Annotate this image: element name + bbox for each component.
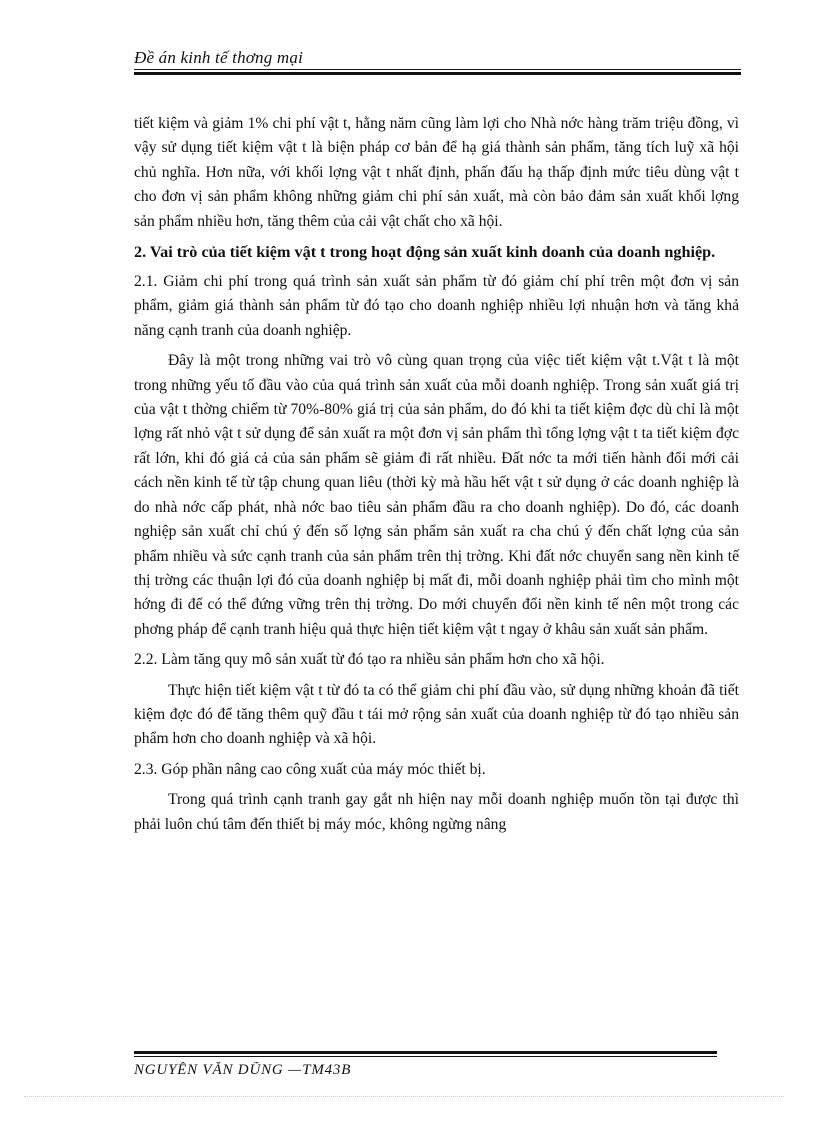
paragraph-2-2-body: Thực hiện tiết kiệm vật t từ đó ta có thể giảm chi phí đầu vào, sử dụng những khoản đã tiết kiệm đợc đó để tăng thêm quỹ đầu t tái mở rộng sản xuất của doanh nghiệp từ đó tạo nhiều sản phẩm hơn cho doanh nghiệp và xã hội. (134, 681, 739, 748)
section-heading: 2. Vai trò của tiết kiệm vật t trong hoạt động sản xuất kinh doanh của doanh nghiệp. (134, 243, 716, 262)
header-rule-thin (134, 69, 741, 70)
footer-author: NGUYỄN VĂN DŨNG —TM43B (134, 1062, 352, 1076)
footer-rule-thick (134, 1051, 717, 1054)
paragraph-2-3-body: Trong quá trình cạnh tranh gay gắt nh hiện nay mỗi doanh nghiệp muốn tồn tại được thì phải luôn chú tâm đến thiết bị máy móc, không ngừng nâng (134, 791, 739, 833)
header-title: Đề án kinh tế thơng mại (134, 48, 304, 67)
header-rule-thick (134, 72, 741, 75)
subsection-2-2: 2.2. Làm tăng quy mô sản xuất từ đó tạo ra nhiều sản phẩm hơn cho xã hội. (134, 651, 605, 669)
paragraph-intro: tiết kiệm và giảm 1% chi phí vật t, hằng năm cũng làm lợi cho Nhà nớc hàng trăm triệu đồng, vì vậy sử dụng tiết kiệm vật t là biện pháp cơ bản để hạ giá thành sản phẩm, tăng tích luỹ xã hội chủ nghĩa. Hơn nữa, với khối lợng vật t nhất định, phấn đấu hạ thấp định mức tiêu dùng vật t cho đơn vị sản phẩm không những giảm chi phí sản xuất, mà còn bảo đảm sản xuất khối lợng sản phẩm nhiều hơn, tăng thêm của cải vật chất cho xã hội. (134, 115, 739, 230)
subsection-2-1: 2.1. Giảm chi phí trong quá trình sản xuất sản phẩm từ đó giảm chí phí trên một đơn vị sản phẩm, giảm giá thành sản phẩm từ đó tạo cho doanh nghiệp nhiều lợi nhuận hơn và tăng khả năng cạnh tranh của doanh nghiệp. (134, 273, 739, 339)
footer-rule-thin (134, 1056, 717, 1057)
paragraph-2-1-body: Đây là một trong những vai trò vô cùng quan trọng của việc tiết kiệm vật t.Vật t là một trong những yếu tố đầu vào của quá trình sản xuất của mỗi doanh nghiệp. Trong sản xuất giá trị của vật t thờng chiếm từ 70%-80% giá trị của sản phẩm, do đó khi ta tiết kiệm đợc dù chỉ là một lợng rất nhỏ vật t sử dụng để sản xuất ra một đơn vị sản phẩm thì tổng lợng vật t ta tiết kiệm đợc rất lớn, khi đó giá cả của sản phẩm sẽ giảm đi rất nhiều. Đất nớc ta mới tiến hành đổi mới cải cách nền kinh tế từ tập chung quan liêu (thời kỳ mà hầu hết vật t sử dụng ở các doanh nghiệp là do nhà nớc cấp phát, nhà nớc bao tiêu sản phẩm đầu ra cho doanh nghiệp). Do đó, các doanh nghiệp sản xuất chỉ chú ý đến số lợng sản phẩm sản xuất ra cha chú ý đến chất lợng của sản phẩm nhiều và sức cạnh tranh của sản phẩm trên thị trờng. Khi đất nớc chuyển sang nền kinh tế thị trờng các thuận lợi đó của doanh nghiệp bị mất đi, mỗi doanh nghiệp phải tìm cho mình một hớng đi để có thể đứng vững trên thị trờng. Do mới chuyển đổi nền kinh tế nên một trong các phơng pháp để cạnh tranh hiệu quả thực hiện tiết kiệm vật t ngay ở khâu sản xuất sản phẩm. (134, 352, 739, 638)
page-bottom-divider (24, 1096, 784, 1097)
subsection-2-3: 2.3. Góp phần nâng cao công xuất của máy móc thiết bị. (134, 760, 486, 778)
document-body (134, 112, 739, 843)
